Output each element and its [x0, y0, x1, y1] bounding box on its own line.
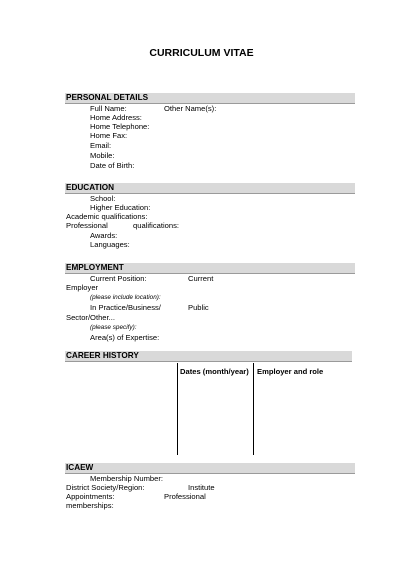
- document-title: CURRICULUM VITAE: [149, 47, 254, 59]
- personal-details-heading: PERSONAL DETAILS: [66, 93, 149, 102]
- school-label: School:: [90, 194, 116, 203]
- qualifications-label: qualifications:: [133, 221, 180, 230]
- professional-label: Professional: [66, 221, 108, 230]
- career-divider-2: [253, 363, 254, 455]
- memberships-label: memberships:: [66, 501, 114, 510]
- career-history-heading: CAREER HISTORY: [66, 351, 139, 360]
- education-header: [65, 183, 355, 194]
- employer-label: Employer: [66, 283, 99, 292]
- home-telephone-label: Home Telephone:: [90, 122, 150, 131]
- other-names-label: Other Name(s):: [164, 104, 217, 113]
- specify-note: (please specify):: [90, 324, 137, 331]
- icaew-header: [65, 463, 355, 474]
- public-label: Public: [188, 303, 209, 312]
- career-history-table: [65, 363, 352, 455]
- current-label: Current: [188, 274, 214, 283]
- sector-label: Sector/Other...: [66, 313, 115, 322]
- mobile-label: Mobile:: [90, 151, 115, 160]
- current-position-label: Current Position:: [90, 274, 147, 283]
- professional-memberships-label: Professional: [164, 492, 206, 501]
- icaew-heading: ICAEW: [66, 463, 94, 472]
- institute-label: Institute: [188, 483, 215, 492]
- appointments-label: Appointments:: [66, 492, 115, 501]
- employer-column-header: Employer and role: [257, 367, 324, 376]
- employment-header: [65, 263, 355, 274]
- awards-label: Awards:: [90, 231, 118, 240]
- in-practice-label: In Practice/Business/: [90, 303, 161, 312]
- areas-of-expertise-label: Area(s) of Expertise:: [90, 333, 160, 342]
- dates-column-header: Dates (month/year): [180, 367, 249, 376]
- location-note: (please include location):: [90, 294, 161, 301]
- personal-details-header: [65, 93, 355, 104]
- full-name-label: Full Name:: [90, 104, 127, 113]
- academic-qualifications-label: Academic qualifications:: [66, 212, 148, 221]
- home-address-label: Home Address:: [90, 113, 142, 122]
- membership-number-label: Membership Number:: [90, 474, 164, 483]
- email-label: Email:: [90, 141, 112, 150]
- home-fax-label: Home Fax:: [90, 131, 128, 140]
- career-divider-1: [177, 363, 178, 455]
- employment-heading: EMPLOYMENT: [66, 263, 124, 272]
- career-history-header: [65, 351, 352, 362]
- dob-label: Date of Birth:: [90, 161, 135, 170]
- district-society-label: District Society/Region:: [66, 483, 145, 492]
- education-heading: EDUCATION: [66, 183, 115, 192]
- higher-education-label: Higher Education:: [90, 203, 151, 212]
- languages-label: Languages:: [90, 240, 130, 249]
